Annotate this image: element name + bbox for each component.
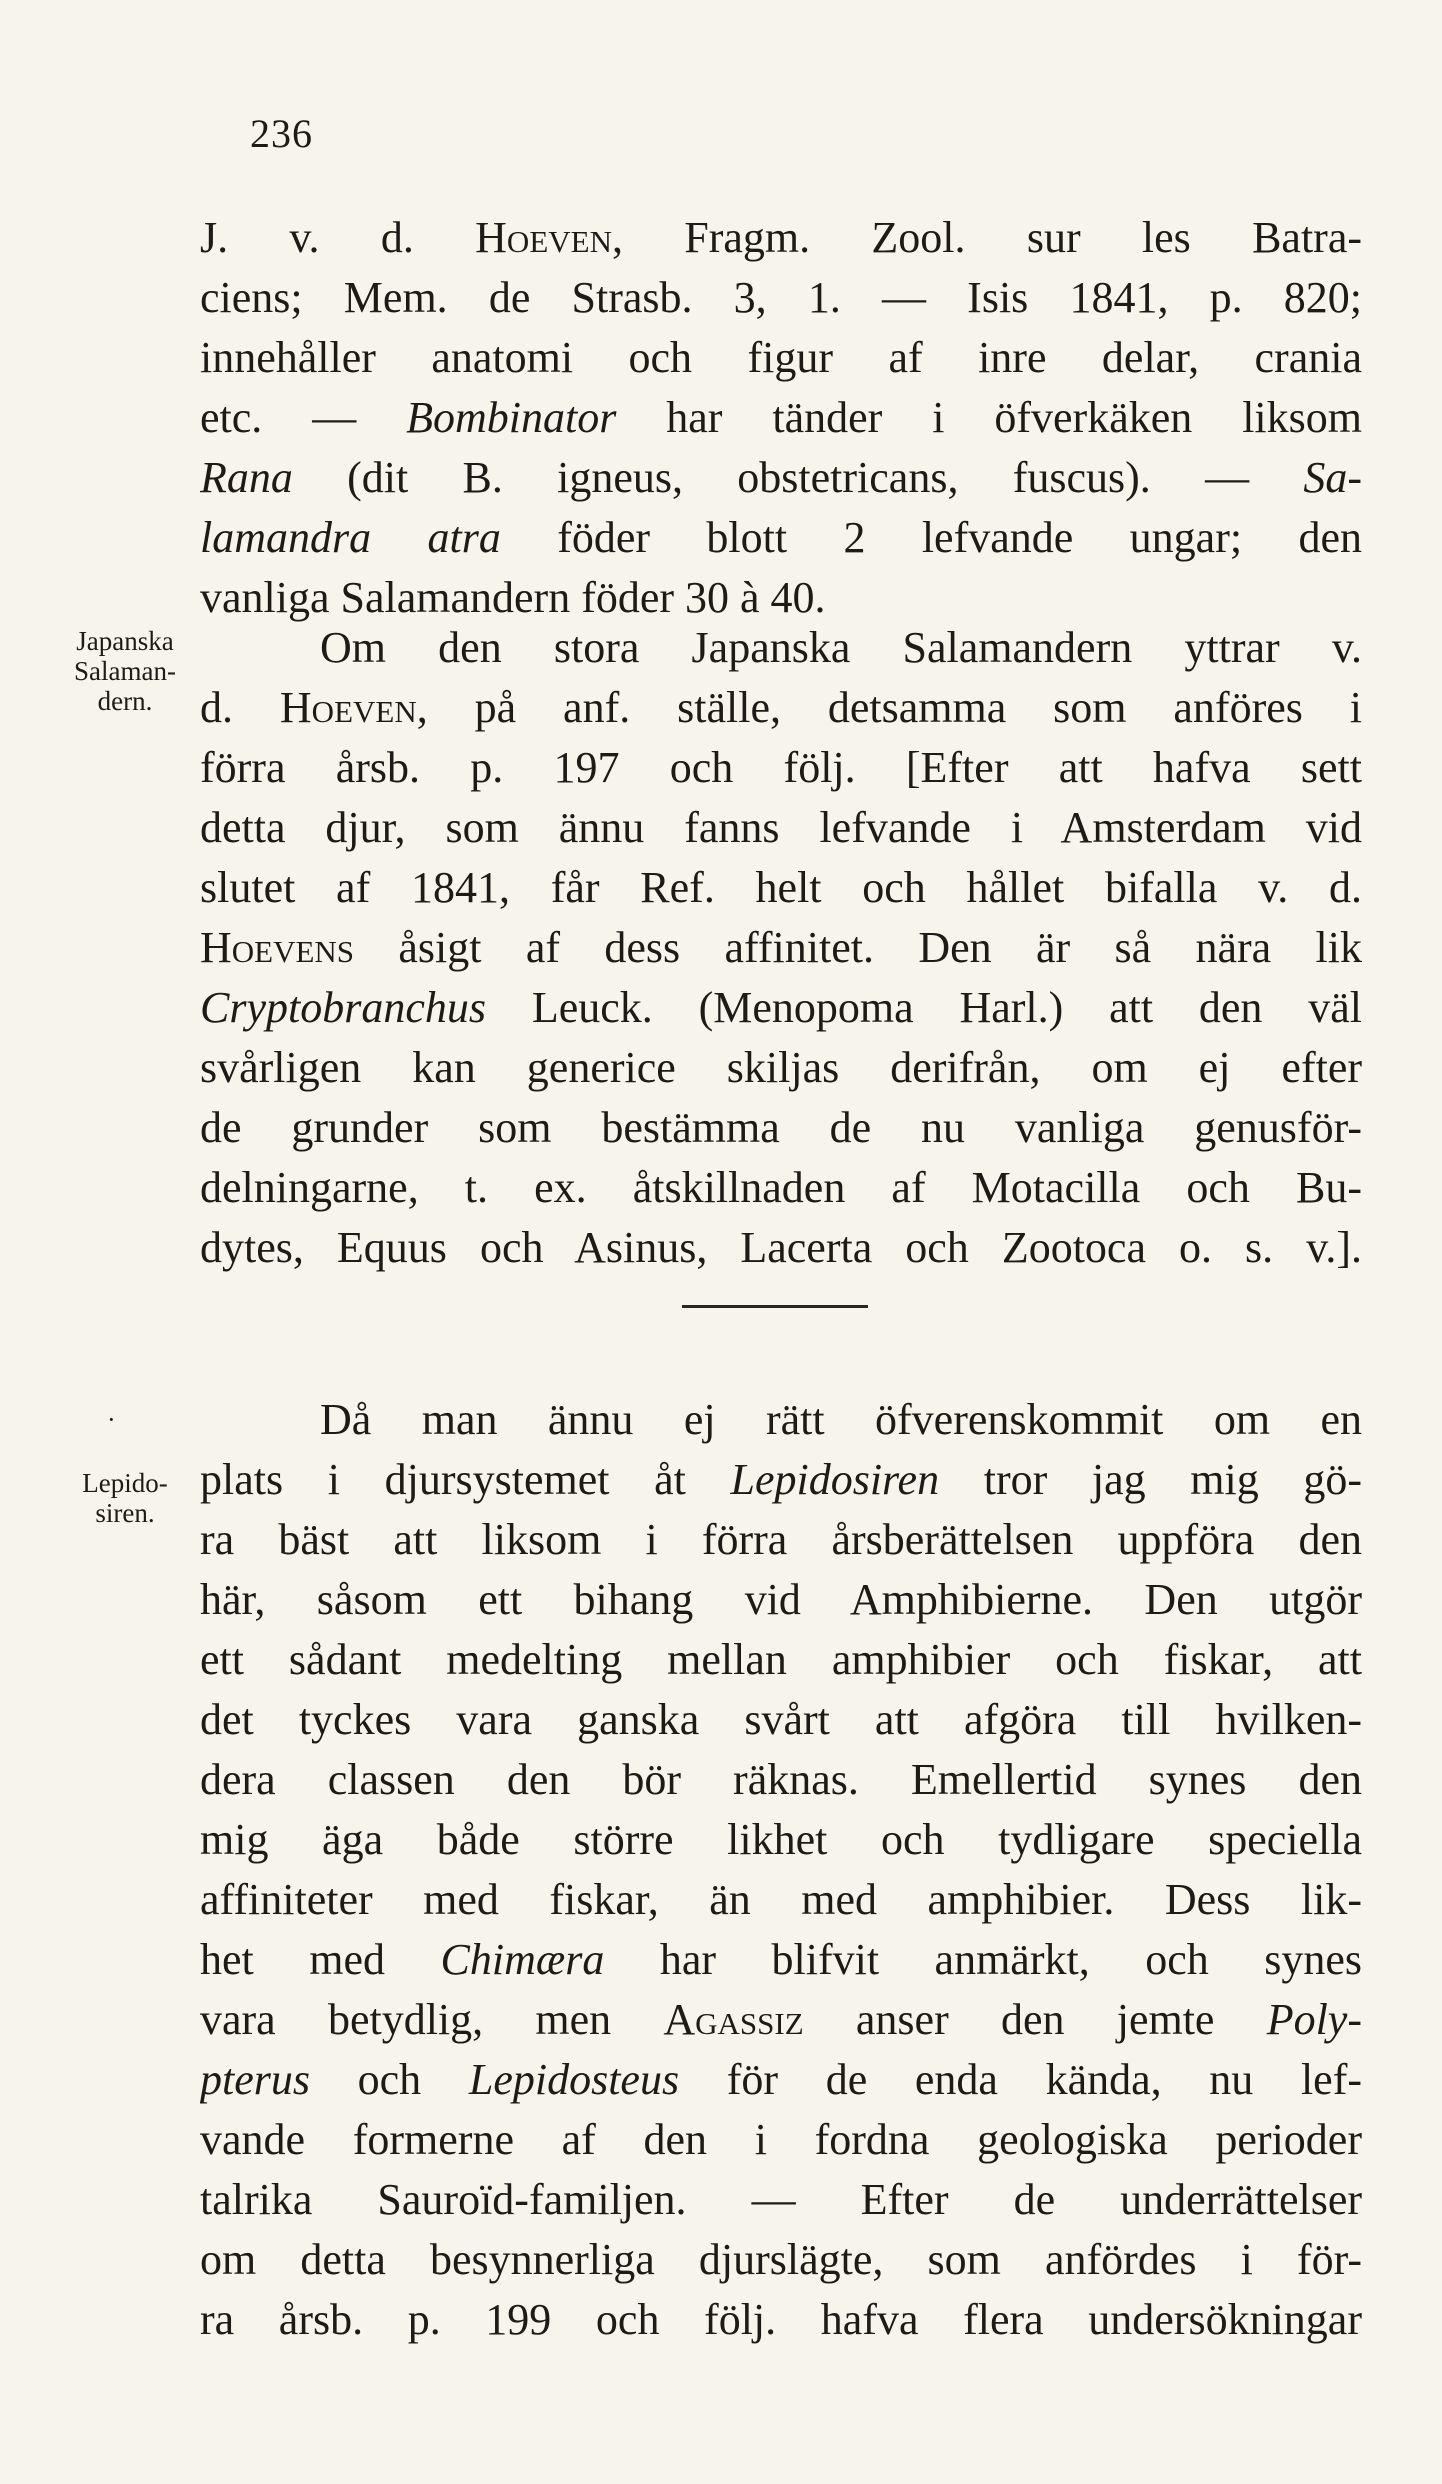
genus-name: Rana <box>200 453 293 502</box>
species-name: lamandra atra <box>200 513 501 562</box>
text-line: slutet af 1841, får Ref. helt och hållet bifalla v. d. <box>200 863 1362 912</box>
margin-note-lepidosiren <box>50 1468 200 1528</box>
text-line <box>200 678 1362 738</box>
text-span: och <box>310 2055 469 2104</box>
text-line: innehåller anatomi och figur af inre delar, crania <box>200 333 1362 382</box>
margin-note-japanska <box>50 626 200 716</box>
text-line: vande formerne af den i fordna geologiska perioder <box>200 2115 1362 2164</box>
text-line <box>200 1930 1362 1990</box>
page-number: 236 <box>250 111 313 156</box>
genus-name: Chimæra <box>440 1935 605 1984</box>
genus-name: Lepidosiren <box>730 1455 940 1504</box>
text-span: vara betydlig, men <box>200 1995 664 2044</box>
text-span: åsigt af dess affinitet. Den är så nära lik <box>354 923 1362 972</box>
text-span: har tänder i öfverkäken liksom <box>616 393 1362 442</box>
text-span: anser den jemte <box>803 1995 1267 2044</box>
text-span: , Fragm. Zool. sur les Batra- <box>611 213 1362 262</box>
margin-note-line: Japanska <box>76 626 174 656</box>
genus-name: Lepidosteus <box>468 2055 680 2104</box>
text-span: het med <box>200 1935 441 1984</box>
margin-note-line: siren. <box>95 1498 155 1528</box>
text-line: talrika Sauroïd-familjen. — Efter de underrättelser <box>200 2175 1362 2224</box>
text-span: för de enda kända, nu lef- <box>679 2055 1362 2104</box>
text-line: ciens; Mem. de Strasb. 3, 1. — Isis 1841, p. 820; <box>200 273 1362 322</box>
genus-name: Bombinator <box>406 393 617 442</box>
text-line: Då man ännu ej rätt öfverenskommit om en <box>320 1395 1362 1444</box>
text-line <box>200 208 1362 268</box>
margin-note-line: Salaman- <box>74 656 176 686</box>
text-span: J. v. d. <box>200 213 476 262</box>
author-name: Hoevens <box>200 923 355 972</box>
text-line: mig äga både större likhet och tydligare speciella <box>200 1815 1362 1864</box>
text-line: förra årsb. p. 197 och följ. [Efter att hafva sett <box>200 743 1362 792</box>
text-line: dera classen den bör räknas. Emellertid synes den <box>200 1755 1362 1804</box>
genus-name: Sa- <box>1303 453 1362 502</box>
genus-name: pterus <box>200 2055 310 2104</box>
text-line: ra bäst att liksom i förra årsberättelsen uppföra den <box>200 1515 1362 1564</box>
margin-note-line: Lepido- <box>82 1468 168 1498</box>
text-line: dytes, Equus och Asinus, Lacerta och Zootoca o. s. v.]. <box>200 1223 1362 1272</box>
author-name: Agassiz <box>663 1995 804 2044</box>
text-span: etc. — <box>200 393 407 442</box>
text-line <box>200 508 1362 568</box>
text-line <box>200 1450 1362 1510</box>
text-line <box>200 918 1362 978</box>
text-line: de grunder som bestämma de nu vanliga genusför- <box>200 1103 1362 1152</box>
text-line: detta djur, som ännu fanns lefvande i Amsterdam vid <box>200 803 1362 852</box>
text-line: svårligen kan generice skiljas derifrån, om ej efter <box>200 1043 1362 1092</box>
printer-mark: · <box>107 1405 116 1434</box>
text-line: ett sådant medelting mellan amphibier och fiskar, att <box>200 1635 1362 1684</box>
text-line: delningarne, t. ex. åtskillnaden af Motacilla och Bu- <box>200 1163 1362 1212</box>
text-line <box>200 978 1362 1038</box>
text-span: tror jag mig gö- <box>939 1455 1362 1504</box>
text-span: (dit B. igneus, obstetricans, fuscus). — <box>292 453 1304 502</box>
text-line <box>200 2050 1362 2110</box>
margin-note-line: dern. <box>97 686 153 716</box>
text-line: om detta besynnerliga djurslägte, som anfördes i för- <box>200 2235 1362 2284</box>
text-span: plats i djursystemet åt <box>200 1455 731 1504</box>
text-span: Leuck. (Menopoma Harl.) att den väl <box>486 983 1362 1032</box>
text-line: Om den stora Japanska Salamandern yttrar v. <box>320 623 1362 672</box>
section-divider <box>682 1305 868 1308</box>
genus-name: Poly- <box>1266 1995 1362 2044</box>
text-line: vanliga Salamandern föder 30 à 40. <box>200 573 826 622</box>
text-span: föder blott 2 lefvande ungar; den <box>500 513 1362 562</box>
text-line: här, såsom ett bihang vid Amphibierne. Den utgör <box>200 1575 1362 1624</box>
text-line: det tyckes vara ganska svårt att afgöra till hvilken- <box>200 1695 1362 1744</box>
text-span: , på anf. ställe, detsamma som anföres i <box>416 683 1362 732</box>
author-name: Hoeven <box>475 213 612 262</box>
text-span: d. <box>200 683 280 732</box>
author-name: Hoeven <box>279 683 417 732</box>
text-span: har blifvit anmärkt, och synes <box>604 1935 1362 1984</box>
text-line: affiniteter med fiskar, än med amphibier. Dess lik- <box>200 1875 1362 1924</box>
text-line <box>200 1990 1362 2050</box>
genus-name: Cryptobranchus <box>200 983 486 1032</box>
text-line <box>200 448 1362 508</box>
text-line: ra årsb. p. 199 och följ. hafva flera undersökningar <box>200 2295 1362 2344</box>
text-line <box>200 388 1362 448</box>
